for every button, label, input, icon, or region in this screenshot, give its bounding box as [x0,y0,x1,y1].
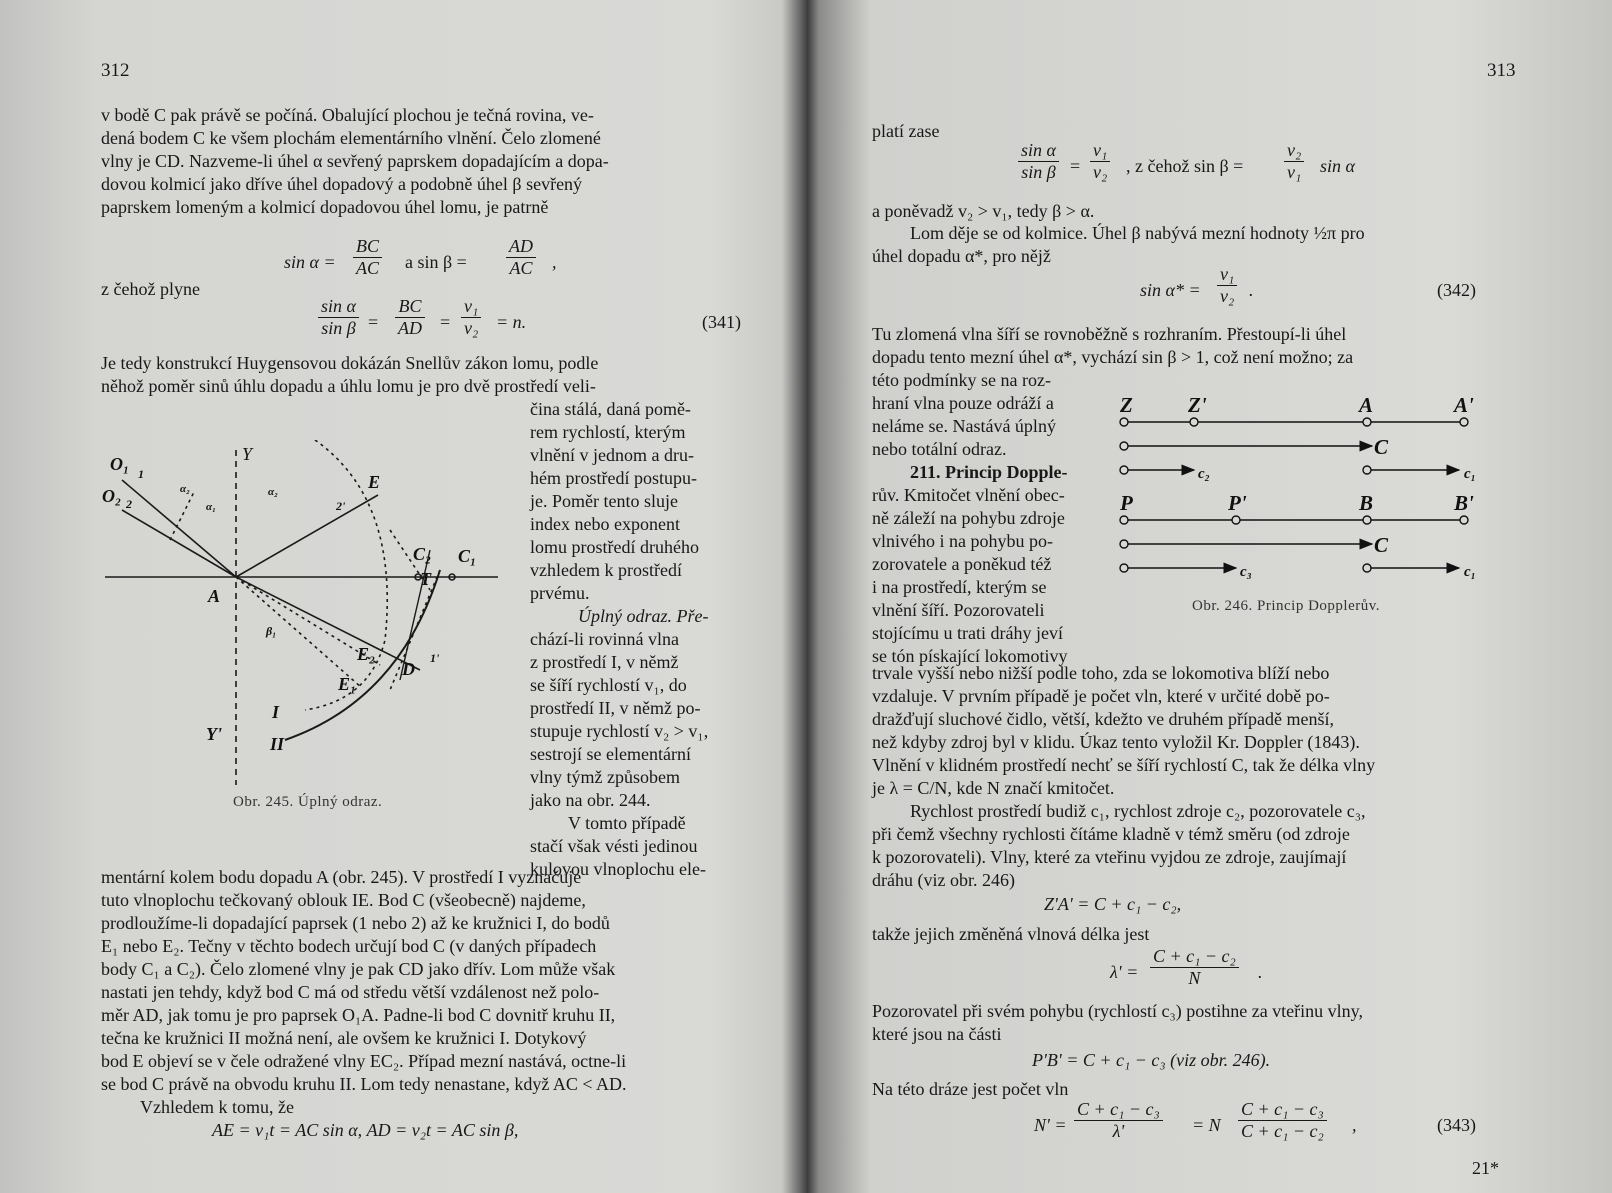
fraction: $\frac{BC}{AC}$ [353,236,382,279]
label-2: 2 [126,497,132,511]
label-B: B [1359,491,1374,515]
text-line: Tu zlomená vlna šíří se rovnoběžně s rozhraním. Přestoupí-li úhel [872,324,1347,344]
text-line: ně záleží na pohybu zdroje [872,508,1065,528]
page-number: 313 [1487,60,1516,81]
text-line: Úplný odraz. Pře- [578,606,709,626]
equation-number: (343) [1437,1115,1476,1135]
text-line: se bod C právě na obvodu kruhu II. Lom tedy nenastane, když AC < AD. [101,1074,627,1094]
text-line: Je tedy konstrukcí Huygensovou dokázán Snellův zákon lomu, podle [101,353,599,373]
figure-245-total-reflection [100,440,520,800]
text-line: úhel dopadu α*, pro nějž [872,246,1051,266]
text-line: dovou kolmicí jako dříve úhel dopadový a podobně úhel β sevřený [101,174,583,194]
fraction: $\frac{\text{sin α}}{\text{sin β}}$ [318,296,359,339]
text-line: z prostředí I, v němž [530,652,679,672]
label-1prime: 1' [430,651,440,665]
equation-part: sin α* = [1140,280,1201,300]
fraction: $\frac{\text{v₁}}{\text{v₂}}$ [1090,140,1110,183]
equation-part: = n. [496,312,527,332]
text-line: je. Poměr tento sluje [530,491,678,511]
equation-part: , [552,252,557,272]
text-line: které jsou na části [872,1024,1002,1044]
label-Bprime: B' [1454,491,1474,515]
text-line: než kdyby zdroj byl v klidu. Úkaz tento vyložil Kr. Doppler (1843). [872,732,1360,752]
label-E1: E₁ [338,674,357,694]
equation-part: , z čehož sin β = [1126,156,1244,176]
label-c3: c₃ [1240,564,1252,580]
text-line: Pozorovatel při svém pohybu (rychlostí c₃) postihne za vteřinu vlny, [872,1001,1364,1021]
fraction: $\frac{\text{sin α}}{\text{sin β}}$ [1018,140,1059,183]
text-line: vlnění šíří. Pozorovateli [872,600,1045,620]
text-line: jako na obr. 244. [530,790,651,810]
reflected-ray [236,495,378,577]
text-line: lomu prostředí druhého [530,537,699,557]
text-line: dráhu (viz obr. 246) [872,870,1015,890]
label-c1: c₁ [1464,564,1476,580]
label-II: II [270,734,285,754]
equation-number: (341) [702,312,741,332]
equation-part: = N [1192,1115,1221,1135]
text-line: je λ = C/N, kde N značí kmitočet. [872,778,1115,798]
text-line: vlnivého i na pohybu po- [872,531,1053,551]
label-Yprime: Y' [206,724,222,744]
equation-part: λ' = [1110,962,1139,982]
text-line: Lom děje se od kolmice. Úhel β nabývá mezní hodnoty ½π pro [910,223,1365,243]
fraction: $\frac{\text{v₁}}{\text{v₂}}$ [461,296,481,339]
equation-part: sin α [1320,156,1355,176]
ray-1 [122,480,236,577]
text-line: Rychlost prostředí budiž c₁, rychlost zdroje c₂, pozorovatele c₃, [910,801,1366,821]
label-C: C [1374,533,1389,557]
refracted-ray [236,577,420,670]
fraction: $\frac{AD}{AC}$ [506,236,536,279]
text-line: i na prostředí, kterým se [872,577,1047,597]
text-line: chází-li rovinná vlna [530,629,679,649]
label-c1: c₁ [1464,466,1476,482]
text-line: mentární kolem bodu dopadu A (obr. 245). V prostředí I vyznačuje [101,867,582,887]
text-line: dopadu tento mezní úhel α*, vychází sin β > 1, což není možno; za [872,347,1354,367]
text-line: stojícímu u trati dráhy jeví [872,623,1063,643]
label-P: P [1120,491,1133,515]
label-Pprime: P' [1228,491,1247,515]
fraction: $\frac{BC}{AD}$ [395,296,425,339]
text-line: se šíří rychlostí v₁, do [530,675,687,695]
text-line: E₁ nebo E₂. Tečny v těchto bodech určují bod C (v daných případech [101,936,597,956]
fraction: $\frac{\text{C + c₁ − c₃}}{\lambda'}$ [1074,1099,1163,1142]
text-line: body C₁ a C₂). Čelo zlomené vlny je pak CD jako dřív. Lom může však [101,959,616,979]
text-line: vlny je CD. Nazveme-li úhel α sevřený paprskem dopadajícím a dopa- [101,151,609,171]
equation-part: . [1249,280,1254,300]
label-O1: O₁ [110,454,130,474]
label-c2: c₂ [1198,466,1210,482]
text-line: prostředí II, v němž po- [530,698,701,718]
label-beta1: β₁ [266,624,277,638]
label-Z: Z [1120,393,1133,417]
label-C2: C₂ [413,544,432,564]
text-line: prodloužíme-li dopadající paprsek (1 nebo 2) až ke kružnici I, do bodů [101,913,610,933]
text-line: tečna ke kružnici II možná není, ale ovšem ke kružnici I. Dotykový [101,1028,587,1048]
text-line: stupuje rychlostí v₂ > v₁, [530,721,709,741]
text-line: vlny týmž způsobem [530,767,680,787]
label-Zprime: Z' [1188,393,1207,417]
text-line: a poněvadž v₂ > v₁, tedy β > α. [872,201,1095,221]
text-line: se tón pískající lokomotivy [872,646,1068,666]
equation: AE = v₁t = AC sin α, AD = v₂t = AC sin β, [212,1120,519,1140]
equals-sign: = [440,312,451,332]
text-line: dená bodem C ke všem plochám elementárního vlnění. Čelo zlomené [101,128,601,148]
text-line: bod E objeví se v čele odražené vlny EC₂. Případ mezní nastává, octne-li [101,1051,627,1071]
text-line: vlnění v jednom a dru- [530,445,694,465]
text-line: něhož poměr sinů úhlu dopadu a úhlu lomu je pro dvě prostředí veli- [101,376,596,396]
label-E: E [368,472,381,492]
text-line: trvale vyšší nebo nižší podle toho, zda se lokomotiva blíží nebo [872,663,1330,683]
text-line: nebo totální odraz. [872,439,1007,459]
equation-part: , [1352,1115,1357,1135]
signature-mark: 21* [1472,1158,1499,1178]
label-D: D [402,659,415,679]
fraction: $\frac{\text{v₁}}{\text{v₂}}$ [1217,264,1237,307]
text-line: při čemž všechny rychlosti čítáme kladně v témž směru (od zdroje [872,824,1350,844]
figure-caption: Obr. 245. Úplný odraz. [233,794,383,810]
text-line: v bodě C pak právě se počíná. Obalující plochou je tečná rovina, ve- [101,105,594,125]
text-line: V tomto případě [568,813,686,833]
text-line: tuto vlnoplochu tečkovaný oblouk IE. Bod C (všeobecně) najdeme, [101,890,586,910]
equation-part: a sin β = [405,252,467,272]
equation: P'B' = C + c₁ − c₃ (viz obr. 246). [1032,1050,1271,1070]
text-line: kulovou vlnoplochu ele- [530,859,706,879]
fraction: $\frac{\text{C + c₁ − c₃}}{\text{C + c₁ − c₂}}$ [1238,1099,1327,1142]
text-line: paprskem lomeným a kolmicí dopadovou úhel lomu, je patrně [101,197,549,217]
text-line: stačí však vésti jedinou [530,836,698,856]
text-line: neláme se. Nastává úplný [872,416,1056,436]
label-Aprime: A' [1454,393,1474,417]
text-line: platí zase [872,121,940,141]
label-A: A [208,586,221,606]
label-A: A [1359,393,1374,417]
text-line: k pozorovateli). Vlny, které za vteřinu vyjdou ze zdroje, zaujímají [872,847,1347,867]
label-T: T [420,569,431,589]
text-line: z čehož plyne [101,279,200,299]
label-alpha2: α₂ [180,483,190,495]
label-2prime: 2' [336,499,346,513]
page-number: 312 [101,60,130,81]
text-line: dražďují sluchové čidlo, větší, kdežto ve druhém případě menší, [872,709,1335,729]
text-line: této podmínky se na roz- [872,370,1051,390]
text-line: sestrojí se elementární [530,744,691,764]
text-line: čina stálá, daná pomě- [530,399,691,419]
equation-number: (342) [1437,280,1476,300]
text-line: vzdaluje. V prvním případě je počet vln, které v určité době po- [872,686,1330,706]
fraction: $\frac{\text{v₂}}{\text{v₁}}$ [1284,140,1304,183]
equation-part: . [1258,962,1263,982]
label-C: C [1374,435,1389,459]
text-line: rem rychlostí, kterým [530,422,686,442]
equation-part: sin α = [284,252,336,272]
fraction: $\frac{\text{C + c₁ − c₂}}{N}$ [1150,946,1239,989]
label-E2: E₂ [357,644,376,664]
text-line: hém prostředí postupu- [530,468,697,488]
figure-246-doppler [1114,392,1494,592]
text-line: Vlnění v klidném prostředí nechť se šíří rychlostí C, tak že délka vlny [872,755,1376,775]
label-1: 1 [138,467,144,481]
equation: Z'A' = C + c₁ − c₂, [1044,894,1182,914]
dotted-ray [236,577,362,688]
text-line: Na této dráze jest počet vln [872,1079,1069,1099]
equation-part: N' = [1034,1115,1067,1135]
text-line: nastati jen tehdy, když bod C má od středu větší vzdálenost než polo- [101,982,600,1002]
equals-sign: = [368,312,379,332]
figure-caption: Obr. 246. Princip Dopplerův. [1192,598,1381,614]
text-line: hraní vlna pouze odráží a [872,393,1054,413]
text-line: prvému. [530,583,590,603]
ray-2 [122,510,236,577]
text-line: vzhledem k prostředí [530,560,682,580]
text-line: rův. Kmitočet vlnění obec- [872,485,1065,505]
text-line: Vzhledem k tomu, že [140,1097,294,1117]
label-alpha1: α₁ [206,501,216,513]
label-O2: O₂ [102,486,122,506]
text-line: zorovatele a poněkud též [872,554,1052,574]
label-Y: Y [242,444,253,464]
section-heading: 211. Princip Dopple- [910,462,1068,482]
label-I: I [272,702,280,722]
text-line: index nebo exponent [530,514,680,534]
text-line: měr AD, jak tomu je pro paprsek O₁A. Padne-li bod C dovnitř kruhu II, [101,1005,616,1025]
text-line: takže jejich změněná vlnová délka jest [872,924,1150,944]
label-C1: C₁ [458,546,477,566]
tangent-line [390,570,440,690]
label-alpha2b: α₂ [268,486,278,498]
equals-sign: = [1070,156,1081,176]
